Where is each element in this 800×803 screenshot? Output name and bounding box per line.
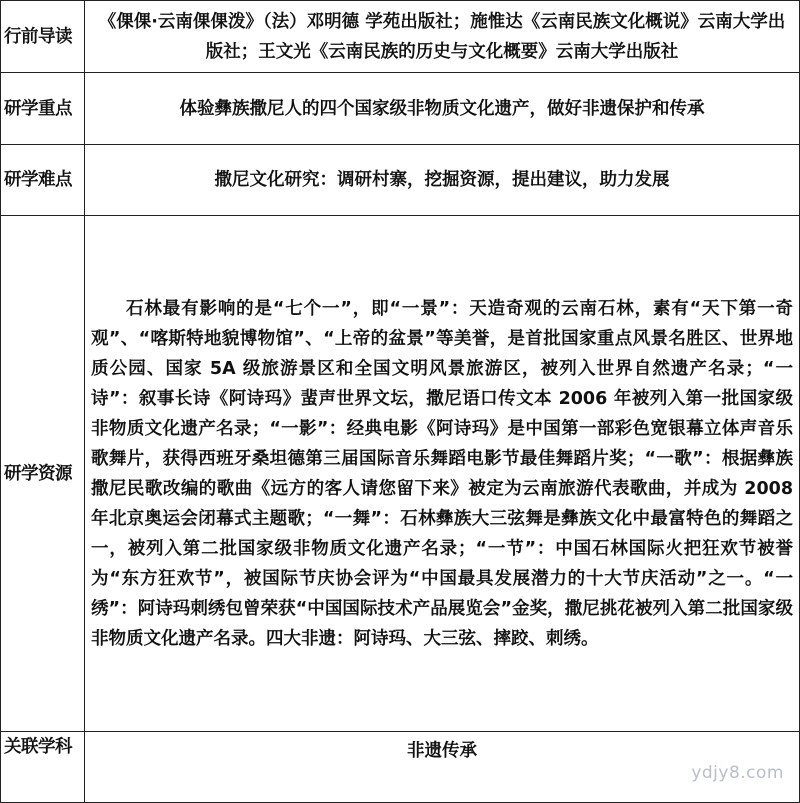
- table-row: [1, 1, 800, 73]
- key-points-content: 体验彝族撒尼人的四个国家级非物质文化遗产，做好非遗保护和传承: [85, 73, 800, 145]
- row-label-related-subjects: 关联学科: [1, 732, 85, 803]
- row-label-resources: 研学资源: [1, 216, 85, 732]
- table-row: [1, 145, 800, 216]
- table-row: [1, 216, 800, 732]
- related-subjects-content: 非遗传承: [85, 732, 800, 803]
- pre-reading-content: 《倮倮·云南倮倮泼》（法）邓明德 学苑出版社；施惟达《云南民族文化概说》云南大学出版社；王文光《云南民族的历史与文化概要》云南大学出版社: [85, 1, 800, 73]
- difficulties-content: 撒尼文化研究：调研村寨，挖掘资源，提出建议，助力发展: [85, 145, 800, 216]
- row-label-key-points: 研学重点: [1, 73, 85, 145]
- table-row: [1, 73, 800, 145]
- resources-content: 石林最有影响的是“七个一”，即“一景”：天造奇观的云南石林，素有“天下第一奇观”、“喀斯特地貌博物馆”、“上帝的盆景”等美誉，是首批国家重点风景名胜区、世界地质公园、国家 5A 级旅游景区和全国文明风景旅游区，被列入世界自然遗产名录；“一诗”：叙事长诗《阿诗玛》蜚声世界文坛，撒尼语口传文本 2006 年被列入第一批国家级非物质文化遗产名录；“一影”：经典电影《阿诗玛》是中国第一部彩色宽银幕立体声音乐歌舞片，获得西班牙桑坦德第三届国际音乐舞蹈电影节最佳舞蹈片奖；“一歌”：根据彝族撒尼民歌改编的歌曲《远方的客人请您留下来》被定为云南旅游代表歌曲，并成为 2008 年北京奥运会闭幕式主题歌；“一舞”：石林彝族大三弦舞是彝族文化中最富特色的舞蹈之一，被列入第二批国家级非物质文化遗产名录；“一节”：中国石林国际火把狂欢节被誉为“东方狂欢节”，被国际节庆协会评为“中国最具发展潜力的十大节庆活动”之一。“一绣”：阿诗玛刺绣包曾荣获“中国国际技术产品展览会”金奖，撒尼挑花被列入第二批国家级非物质文化遗产名录。四大非遗：阿诗玛、大三弦、摔跤、刺绣。: [85, 216, 800, 732]
- watermark-text: ydjy8.com: [691, 763, 784, 783]
- row-label-difficulties: 研学难点: [1, 145, 85, 216]
- table-row: [1, 732, 800, 803]
- row-label-pre-reading: 行前导读: [1, 1, 85, 73]
